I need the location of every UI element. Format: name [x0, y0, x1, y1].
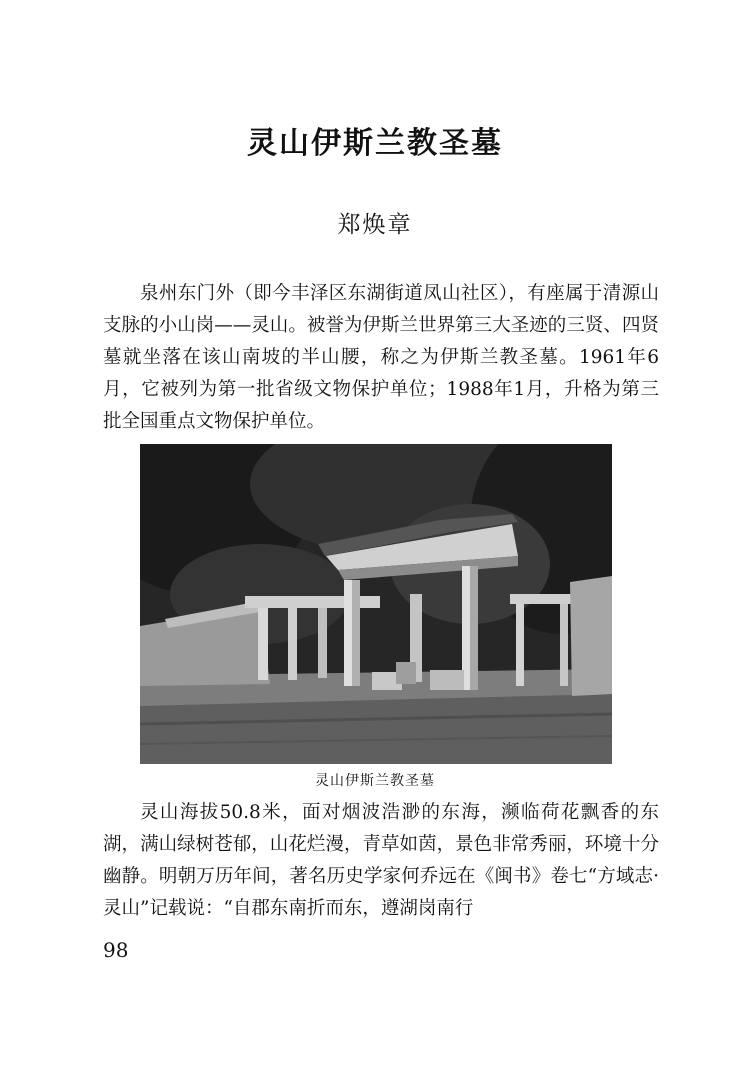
photo-caption: 灵山伊斯兰教圣墓: [315, 773, 435, 789]
tomb-photo: [140, 444, 612, 764]
page-number: 98: [103, 938, 129, 962]
body-paragraph: 泉州东门外（即今丰泽区东湖街道凤山社区），有座属于清源山支脉的小山岗——灵山。被誉为伊斯兰世界第三大圣迹的三贤、四贤墓就坐落在该山南坡的半山腰，称之为伊斯兰教圣墓。1961年6月，它被列为第一批省级文物保护单位；1988年1月，升格为第三批全国重点文物保护单位。: [103, 283, 659, 432]
article-author: 郑焕章: [337, 212, 413, 238]
body-paragraph: 灵山海拔50.8米，面对烟波浩渺的东海，濒临荷花飘香的东湖，满山绿树苍郁，山花烂漫，青草如茵，景色非常秀丽，环境十分幽静。明朝万历年间，著名历史学家何乔远在《闽书》卷七“方域志·灵山”记载说：“自郡东南折而东，遵湖岗南行: [103, 802, 659, 919]
article-title: 灵山伊斯兰教圣墓: [247, 126, 503, 161]
